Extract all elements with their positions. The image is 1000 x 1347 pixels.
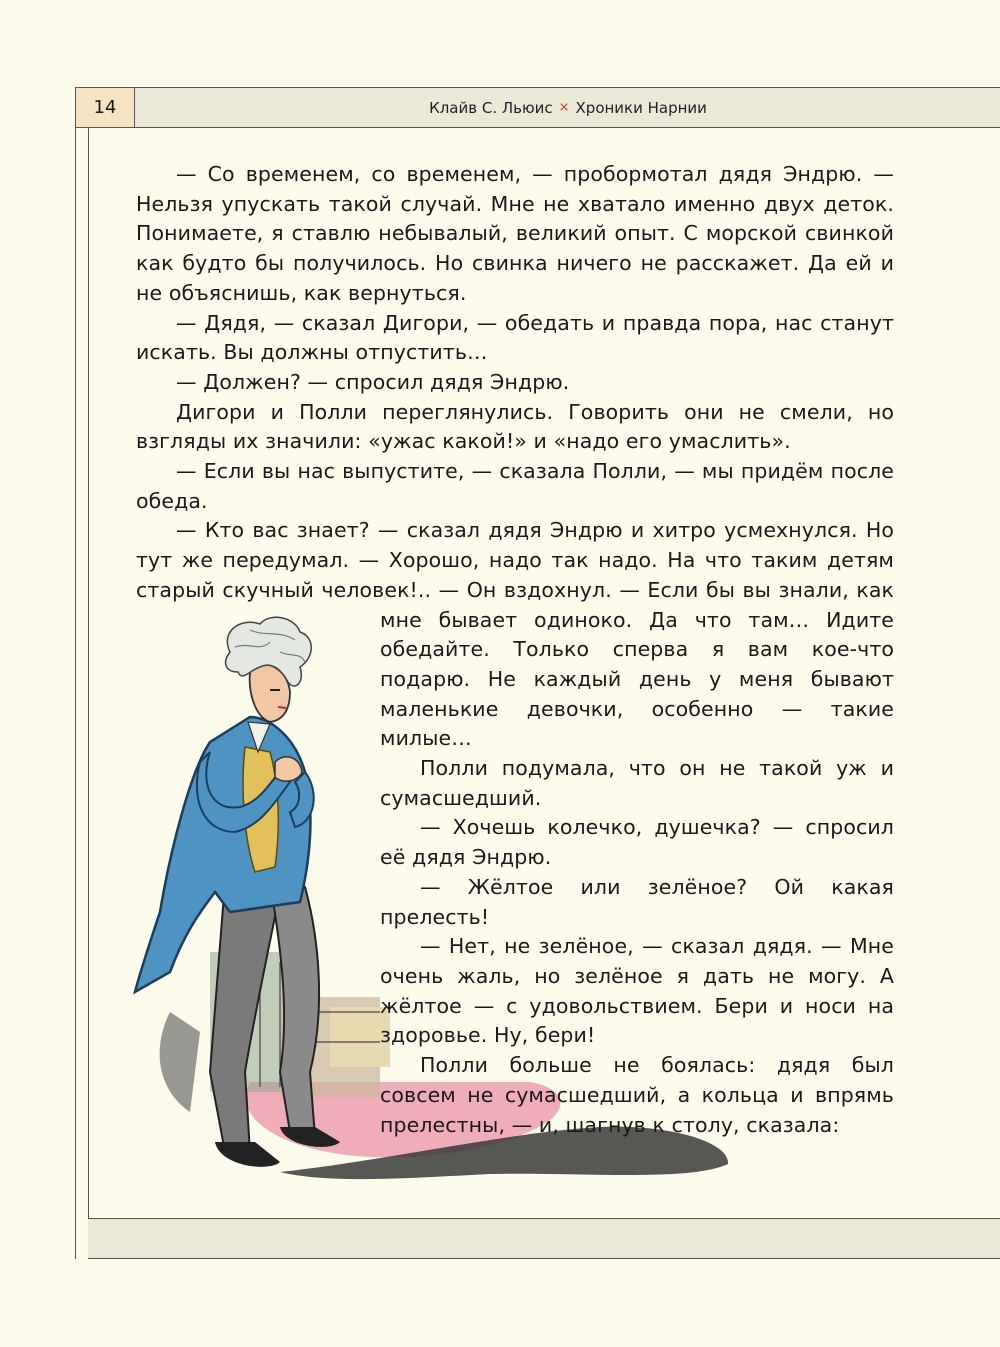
paragraph: — Со временем, со временем, — пробормотал дядя Эндрю. — Нельзя упускать такой случай. Мне не хватало именно двух деток. Понимаете, я ставлю небывалый, великий опыт. С морской свинкой как будто бы получилось. Но свинка ничего не расскажет. Да ей и не объяснишь, как вернуться. <box>136 162 894 305</box>
page-number <box>75 87 135 128</box>
paragraph: Полли подумала, что он не такой уж и сумасшедший. <box>380 756 894 810</box>
paragraph: — Жёлтое или зелёное? Ой какая прелесть! <box>380 874 894 929</box>
paragraph: — Если вы нас выпустите, — сказала Полли, — мы придём после обеда. <box>136 459 894 513</box>
footer-band <box>88 1218 1000 1259</box>
paragraph: Дигори и Полли переглянулись. Говорить они не смели, но взгляды их значили: «ужас какой!» и «надо его умаслить». <box>136 399 894 454</box>
running-head <box>136 87 1000 128</box>
paragraph: — Кто вас знает? — сказал дядя Эндрю и хитро усмехнулся. Но тут же передумал. — Хорошо, надо так надо. На что таким детям старый скучный человек!.. — Он вздохнул. — Если бы вы знали, как мне бывает одиноко. Да что там… Идите обедайте. Только сперва я вам кое-что подарю. Не каждый день у меня бывают маленькие девочки, особенно — такие милые… <box>136 518 894 751</box>
running-head-book-title: Хроники Нарнии <box>575 98 707 117</box>
running-head-author: Клайв С. Льюис <box>429 98 553 117</box>
page-frame-outer-line <box>75 87 76 1259</box>
body-text <box>136 160 894 1140</box>
page-number-text: 14 <box>93 97 117 118</box>
page-frame-inner-line <box>88 128 89 1259</box>
paragraph: — Хочешь колечко, душечка? — спросил её дядя Эндрю. <box>380 815 894 870</box>
paragraph: — Должен? — спросил дядя Эндрю. <box>176 369 570 394</box>
paragraph: — Нет, не зелёное, — сказал дядя. — Мне очень жаль, но зелёное я дать не могу. А жёлтое — с удовольствием. Бери и носи на здоровье. Ну, бери! <box>380 934 894 1048</box>
running-head-separator-icon: ⨯ <box>558 100 570 115</box>
paragraph: — Дядя, — сказал Дигори, — обедать и правда пора, нас станут искать. Вы должны отпустить… <box>136 310 894 365</box>
paragraph: Полли больше не боялась: дядя был совсем не сумасшедший, а кольца и впрямь прелестны, — и, шагнув к столу, сказала: <box>380 1053 894 1137</box>
